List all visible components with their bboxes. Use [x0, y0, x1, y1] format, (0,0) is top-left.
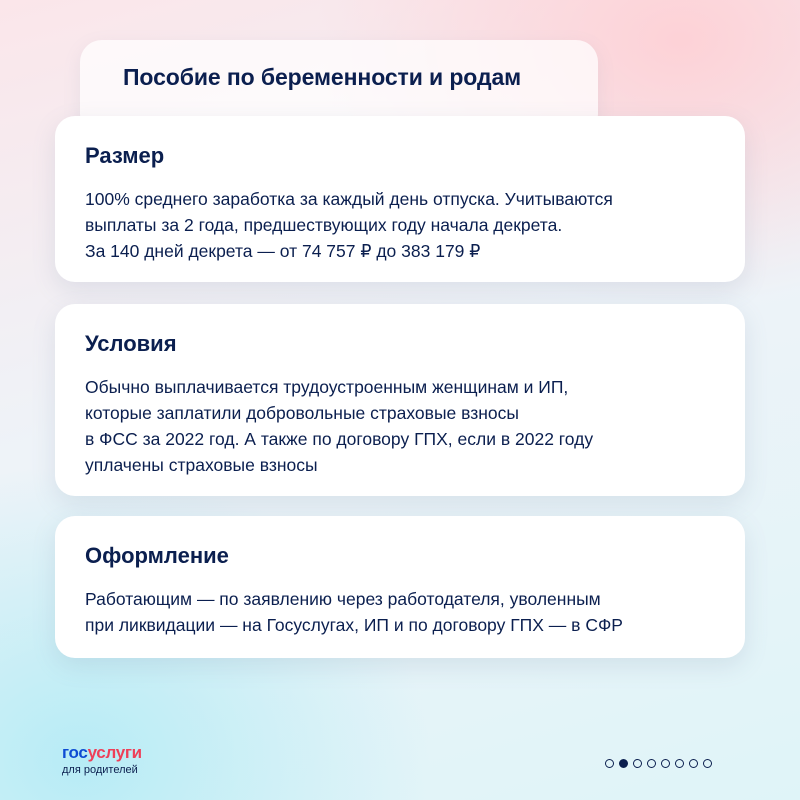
- card-registration-line: Работающим — по заявлению через работодателя, уволенным: [85, 589, 601, 609]
- card-conditions-line: уплачены страховые взносы: [85, 455, 318, 475]
- pagination-dot-active[interactable]: [619, 759, 628, 768]
- page-title: Пособие по беременности и родам: [123, 64, 522, 90]
- card-registration: [55, 516, 745, 658]
- pagination-dot[interactable]: [703, 759, 712, 768]
- pagination-dots: [605, 759, 712, 768]
- pagination-dot[interactable]: [689, 759, 698, 768]
- card-registration-line: при ликвидации — на Госуслугах, ИП и по договору ГПХ — в СФР: [85, 615, 623, 635]
- card-size: [55, 116, 745, 282]
- pagination-dot[interactable]: [633, 759, 642, 768]
- card-registration-body: [85, 586, 715, 638]
- card-conditions-line: Обычно выплачивается трудоустроенным женщинам и ИП,: [85, 377, 569, 397]
- card-size-title: Размер: [85, 143, 165, 168]
- card-conditions-body: [85, 374, 715, 478]
- card-registration-title: Оформление: [85, 543, 229, 568]
- logo-part-uslugi: услуги: [87, 743, 142, 762]
- card-conditions-line: в ФСС за 2022 год. А также по договору ГПХ, если в 2022 году: [85, 429, 594, 449]
- card-conditions-title: Условия: [85, 331, 177, 356]
- card-size-body: [85, 186, 715, 264]
- card-size-line: выплаты за 2 года, предшествующих году начала декрета.: [85, 215, 563, 235]
- logo-subtitle: для родителей: [62, 764, 138, 776]
- pagination-dot[interactable]: [661, 759, 670, 768]
- card-conditions: [55, 304, 745, 496]
- pagination-dot[interactable]: [647, 759, 656, 768]
- logo-part-gos: гос: [62, 743, 88, 762]
- card-size-line: 100% среднего заработка за каждый день отпуска. Учитываются: [85, 189, 613, 209]
- pagination-dot[interactable]: [605, 759, 614, 768]
- card-conditions-line: которые заплатили добровольные страховые взносы: [85, 403, 519, 423]
- gosuslugi-logo: [62, 744, 142, 777]
- pagination-dot[interactable]: [675, 759, 684, 768]
- card-size-line: За 140 дней декрета — от 74 757 ₽ до 383 179 ₽: [85, 241, 481, 261]
- logo-wordmark: [62, 744, 142, 762]
